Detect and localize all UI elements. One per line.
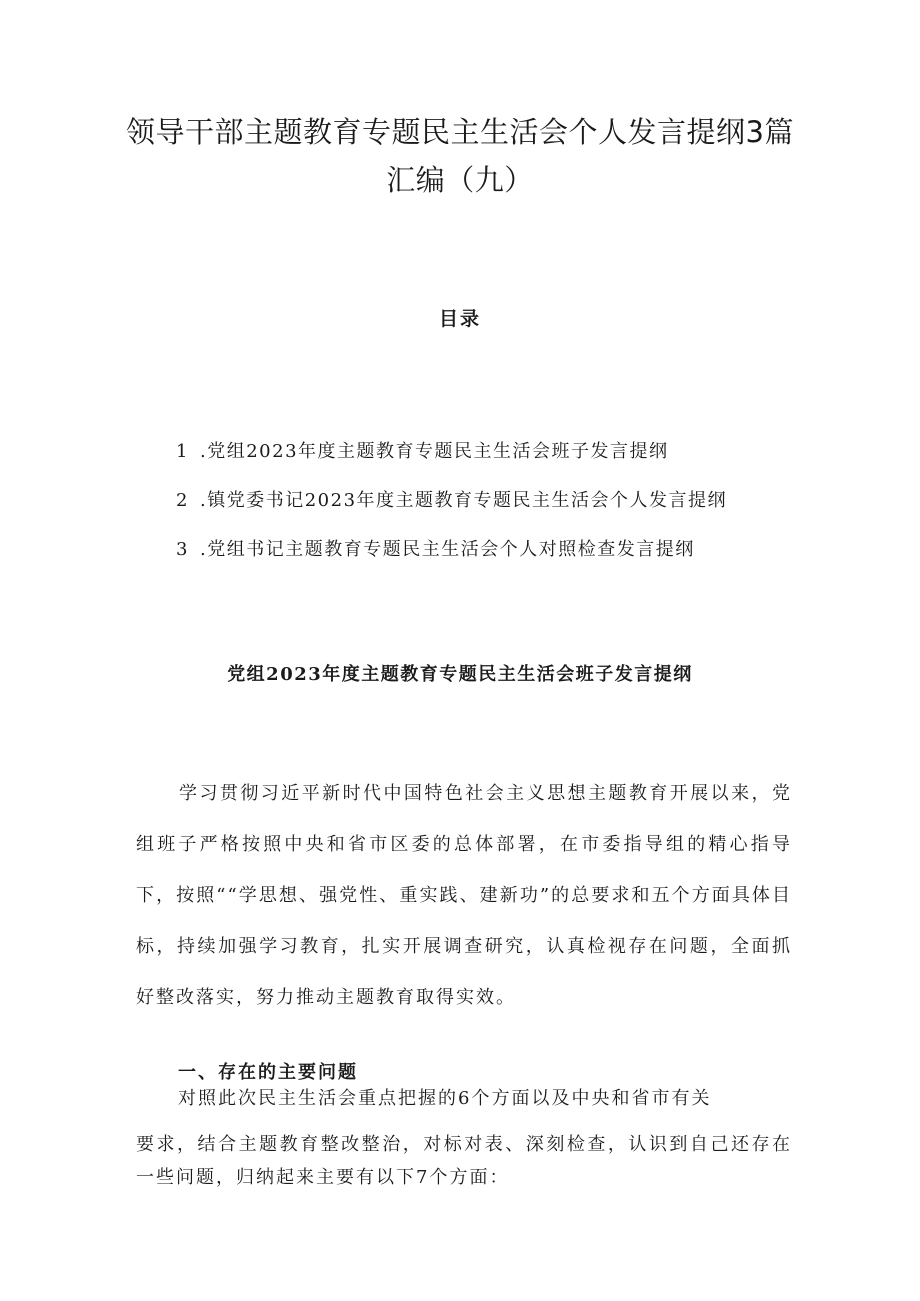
problems-paragraph-first-line: 对照此次民主生活会重点把握的6个方面以及中央和省市有关 bbox=[178, 1088, 712, 1109]
toc-item-number: 2 bbox=[176, 490, 189, 511]
toc-item-text: .党组书记主题教育专题民主生活会个人对照检查发言提纲 bbox=[200, 539, 695, 560]
toc-item-number: 3 bbox=[176, 539, 189, 560]
intro-paragraph: 学习贯彻习近平新时代中国特色社会主义思想主题教育开展以来，党组班子严格按照中央和省市区委的总体部署，在市委指导组的精心指导下，按照““学思想、强党性、重实践、建新功”的总要求和五个方面具体目标，持续加强学习教育，扎实开展调查研究，认真检视存在问题，全面抓好整改落实，努力推动主题教育取得实效。 bbox=[136, 783, 792, 1008]
toc-item-text: .镇党委书记2023年度主题教育专题民主生活会个人发言提纲 bbox=[200, 490, 728, 511]
document-title-line1: 领导干部主题教育专题民主生活会个人发言提纲3篇 bbox=[126, 115, 794, 149]
toc-item-1[interactable] bbox=[176, 439, 669, 465]
section-title: 党组2023年度主题教育专题民主生活会班子发言提纲 bbox=[227, 664, 693, 685]
problems-paragraph: 要求，结合主题教育整改整治，对标对表、深刻检查，认识到自己还存在一些问题，归纳起来主要有以下7个方面： bbox=[136, 1134, 792, 1188]
document-title-line2: 汇编（九） bbox=[386, 163, 534, 197]
heading-main-problems: 一、存在的主要问题 bbox=[178, 1062, 358, 1083]
toc-item-number: 1 bbox=[176, 441, 189, 462]
toc-item-text: .党组2023年度主题教育专题民主生活会班子发言提纲 bbox=[200, 441, 669, 462]
toc-heading: 目录 bbox=[438, 308, 481, 330]
toc-item-3[interactable] bbox=[176, 537, 695, 563]
toc-item-2[interactable] bbox=[176, 488, 727, 514]
